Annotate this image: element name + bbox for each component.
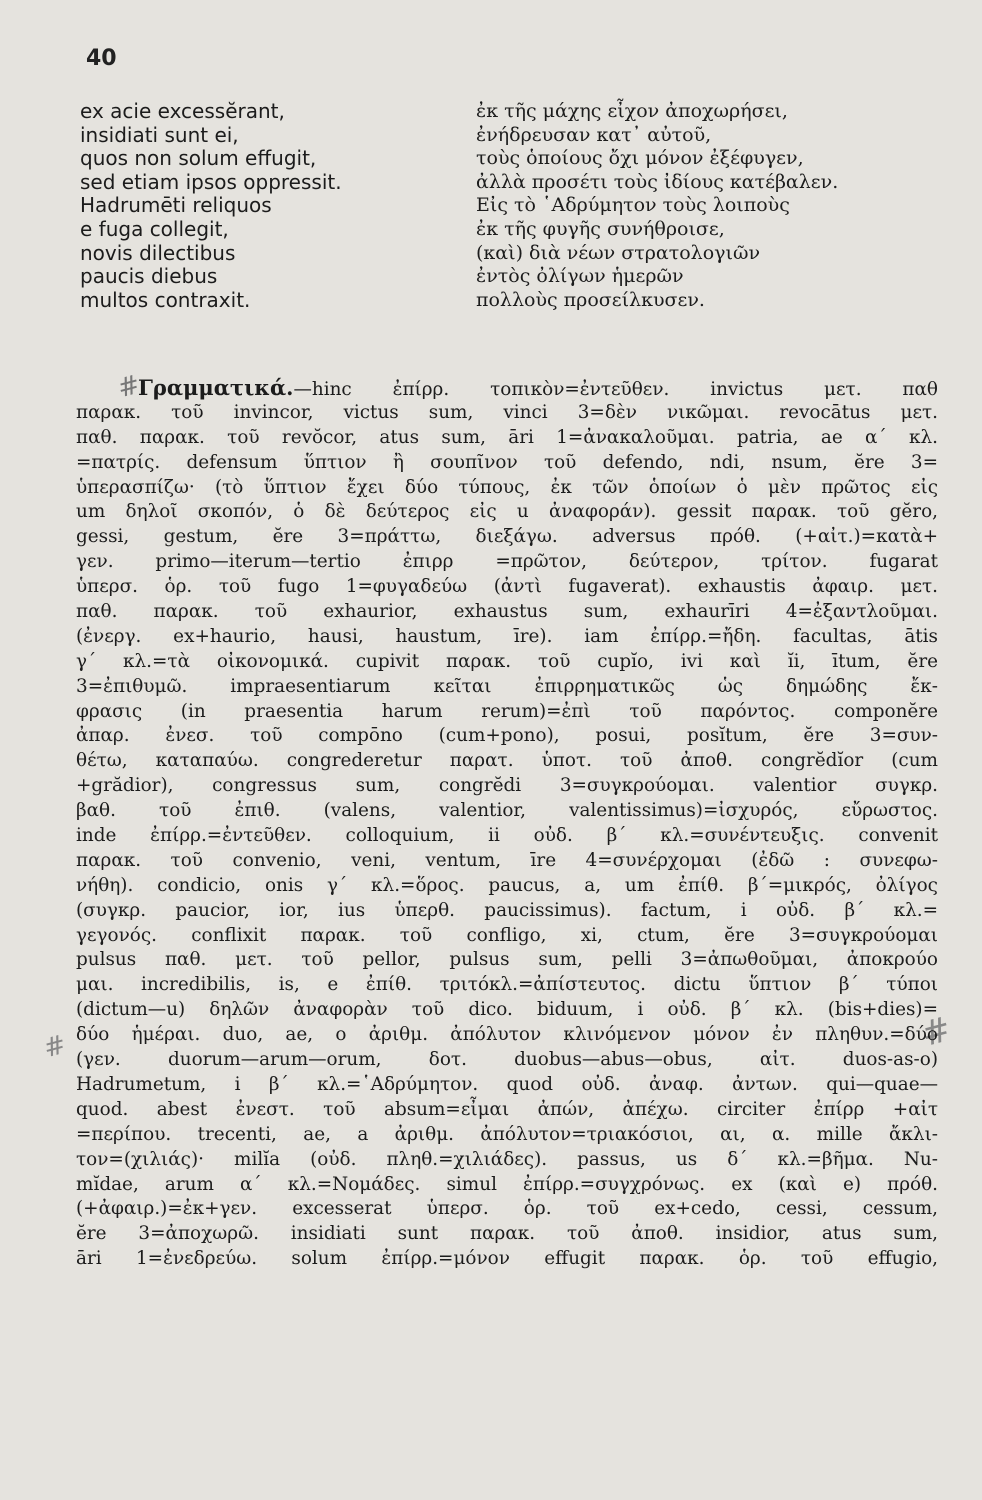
vocab-line: δύο ἡμέραι. duo, ae, o ἀριθμ. ἀπόλυτον κλινόμενον μόνον ἐν πληθυν.=δύο bbox=[76, 1024, 938, 1046]
vocab-line: (+ἀφαιρ.)=ἐκ+γεν. excesserat ὑπερσ. ὁρ. τοῦ ex+cedo, cessi, cessum, bbox=[76, 1198, 938, 1220]
vocab-line: inde ἐπίρρ.=ἐντεῦθεν. colloquium, ii οὐδ. β΄ κλ.=συνέντευξις. convenit bbox=[76, 825, 938, 847]
vocab-line: γ΄ κλ.=τὰ οἰκονομικά. cupivit παρακ. τοῦ cupĭo, ivi καὶ ĭi, ītum, ĕre bbox=[76, 650, 938, 672]
latin-line: paucis diebus bbox=[80, 264, 218, 289]
greek-translation-column bbox=[476, 100, 936, 312]
vocab-line bbox=[76, 376, 938, 401]
grammar-heading: Γραμματικά. bbox=[138, 375, 294, 400]
vocab-line: ἀπαρ. ἐνεσ. τοῦ compōno (cum+pono), posui, posĭtum, ĕre 3=συν- bbox=[76, 725, 938, 747]
vocab-line: mĭdae, arum α΄ κλ.=Νομάδες. simul ἐπίρρ.=συγχρόνως. ex (καὶ e) πρόθ. bbox=[76, 1173, 938, 1195]
vocab-line: βαθ. τοῦ ἐπιθ. (valens, valentior, valentissimus)=ἰσχυρός, εὔρωστος. bbox=[76, 800, 938, 822]
greek-line: πολλοὺς προσείλκυσεν. bbox=[476, 288, 705, 311]
vocab-line: āri 1=ἐνεδρεύω. solum ἐπίρρ.=μόνον effugit παρακ. ὁρ. τοῦ effugio, bbox=[76, 1248, 938, 1270]
greek-line: τοὺς ὁποίους ὄχι μόνον ἐξέφυγεν, bbox=[476, 147, 804, 170]
handwritten-hash-mark: # bbox=[114, 369, 144, 405]
greek-line: Εἰς τὸ ῾Αδρύμητον τοὺς λοιποὺς bbox=[476, 194, 790, 217]
latin-line: Hadrumēti reliquos bbox=[80, 193, 272, 218]
latin-line: multos contraxit. bbox=[80, 287, 251, 312]
latin-line: ex acie excessĕrant, bbox=[80, 99, 285, 123]
vocab-line: παρακ. τοῦ convenio, veni, ventum, īre 4=συνέρχομαι (ἐδῶ : συνεφω- bbox=[76, 849, 938, 871]
vocab-line-text: —hinc ἐπίρρ. τοπικὸν=ἐντεῦθεν. invictus μετ. παθ bbox=[293, 379, 938, 400]
vocab-line: +grădior), congressus sum, congrĕdi 3=συγκρούομαι. valentior συγκρ. bbox=[76, 775, 938, 797]
vocab-line: τον=(χιλιάς)· milĭa (οὐδ. πληθ.=χιλιάδες). passus, us δ΄ κλ.=βῆμα. Nu- bbox=[76, 1148, 938, 1170]
vocab-line: μαι. incredibilis, is, e ἐπίθ. τριτόκλ.=ἀπίστευτος. dictu ὕπτιον β΄ τύποι bbox=[76, 974, 938, 996]
latin-line: e fuga collegit, bbox=[80, 216, 229, 241]
vocab-line: 3=ἐπιθυμῶ. impraesentiarum κεῖται ἐπιρρηματικῶς ὡς δημώδης ἔκ- bbox=[76, 675, 938, 697]
vocab-line: θέτω, καταπαύω. congrederetur παρατ. ὑποτ. τοῦ ἀποθ. congrĕdĭor (cum bbox=[76, 750, 938, 772]
vocab-line: (dictum—u) δηλῶν ἀναφορὰν τοῦ dico. biduum, i οὐδ. β΄ κλ. (bis+dies)= bbox=[76, 999, 938, 1021]
handwritten-hash-mark-left: # bbox=[40, 1029, 70, 1065]
latin-line: insidiati sunt ei, bbox=[80, 122, 239, 147]
greek-line: ἐκ τῆς φυγῆς συνήθροισε, bbox=[476, 217, 725, 240]
vocab-line: gessi, gestum, ĕre 3=πράττω, διεξάγω. adversus πρόθ. (+αἰτ.)=κατὰ+ bbox=[76, 526, 938, 548]
greek-line: ἀλλὰ προσέτι τοὺς ἰδίους κατέβαλεν. bbox=[476, 170, 839, 193]
vocab-line: παθ. παρακ. τοῦ exhaurior, exhaustus sum, exhaurīri 4=ἐξαντλοῦμαι. bbox=[76, 601, 938, 623]
page-number: 40 bbox=[86, 46, 117, 71]
greek-line: ἐντὸς ὀλίγων ἡμερῶν bbox=[476, 265, 684, 288]
vocab-line: pulsus παθ. μετ. τοῦ pellor, pulsus sum, pelli 3=ἀπωθοῦμαι, ἀποκρούο bbox=[76, 949, 938, 971]
vocab-line: Hadrumetum, i β΄ κλ.=῾Αδρύμητον. quod οὐδ. ἀναφ. ἀντων. qui—quae— bbox=[76, 1073, 938, 1095]
grammar-notes bbox=[76, 376, 938, 1272]
latin-text-column bbox=[80, 100, 420, 312]
vocab-line: παθ. παρακ. τοῦ revŏcor, atus sum, āri 1=ἀνακαλοῦμαι. patria, ae α΄ κλ. bbox=[76, 426, 938, 448]
latin-line: quos non solum effugit, bbox=[80, 146, 317, 171]
handwritten-hash-mark-right: # bbox=[917, 1008, 956, 1056]
vocab-line: (συγκρ. paucior, ior, ius ὑπερθ. paucissimus). factum, i οὐδ. β΄ κλ.= bbox=[76, 899, 938, 921]
greek-line: ἐνήδρευσαν κατ᾽ αὐτοῦ, bbox=[476, 123, 712, 146]
vocab-line: φρασις (in praesentia harum rerum)=ἐπὶ τοῦ παρόντος. componĕre bbox=[76, 700, 938, 722]
vocab-line: ĕre 3=ἀποχωρῶ. insidiati sunt παρακ. τοῦ ἀποθ. insidior, atus sum, bbox=[76, 1223, 938, 1245]
vocab-line: ὑπερσ. ὁρ. τοῦ fugo 1=φυγαδεύω (ἀντὶ fugaverat). exhaustis ἀφαιρ. μετ. bbox=[76, 576, 938, 598]
vocab-line: ὑπερασπίζω· (τὸ ὕπτιον ἔχει δύο τύπους, ἐκ τῶν ὁποίων ὁ μὲν πρῶτος εἰς bbox=[76, 476, 938, 498]
latin-line: novis dilectibus bbox=[80, 240, 236, 265]
vocab-line: =περίπου. trecenti, ae, a ἀριθμ. ἀπόλυτον=τριακόσιοι, αι, α. mille ἄκλι- bbox=[76, 1123, 938, 1145]
vocab-line: quod. abest ἐνεστ. τοῦ absum=εἶμαι ἀπών, ἀπέχω. circiter ἐπίρρ +αἰτ bbox=[76, 1098, 938, 1120]
vocab-line: παρακ. τοῦ invincor, victus sum, vinci 3=δὲν νικῶμαι. revocātus μετ. bbox=[76, 401, 938, 423]
vocab-line: =πατρίς. defensum ὕπτιον ἢ σουπῖνον τοῦ defendo, ndi, nsum, ĕre 3= bbox=[76, 451, 938, 473]
vocab-line: γεν. primo—iterum—tertio ἐπιρρ =πρῶτον, δεύτερον, τρίτον. fugarat bbox=[76, 551, 938, 573]
vocab-line: γεγονός. conflixit παρακ. τοῦ confligo, xi, ctum, ĕre 3=συγκρούομαι bbox=[76, 924, 938, 946]
latin-line: sed etiam ipsos oppressit. bbox=[80, 169, 342, 194]
vocab-line: νήθη). condicio, onis γ΄ κλ.=ὅρος. paucus, a, um ἐπίθ. β΄=μικρός, ὀλίγος bbox=[76, 874, 938, 896]
vocab-line: (γεν. duorum—arum—orum, δοτ. duobus—abus—obus, αἰτ. duos-as-o) bbox=[76, 1049, 938, 1071]
vocab-line: (ἐνεργ. ex+haurio, hausi, haustum, īre). iam ἐπίρρ.=ἤδη. facultas, ātis bbox=[76, 625, 938, 647]
greek-line: ἐκ τῆς μάχης εἶχον ἀποχωρήσει, bbox=[476, 100, 788, 122]
vocab-line: um δηλοῖ σκοπόν, ὁ δὲ δεύτερος εἰς u ἀναφοράν). gessit παρακ. τοῦ gĕro, bbox=[76, 501, 938, 523]
greek-line: (καὶ) διὰ νέων στρατολογιῶν bbox=[476, 241, 761, 264]
